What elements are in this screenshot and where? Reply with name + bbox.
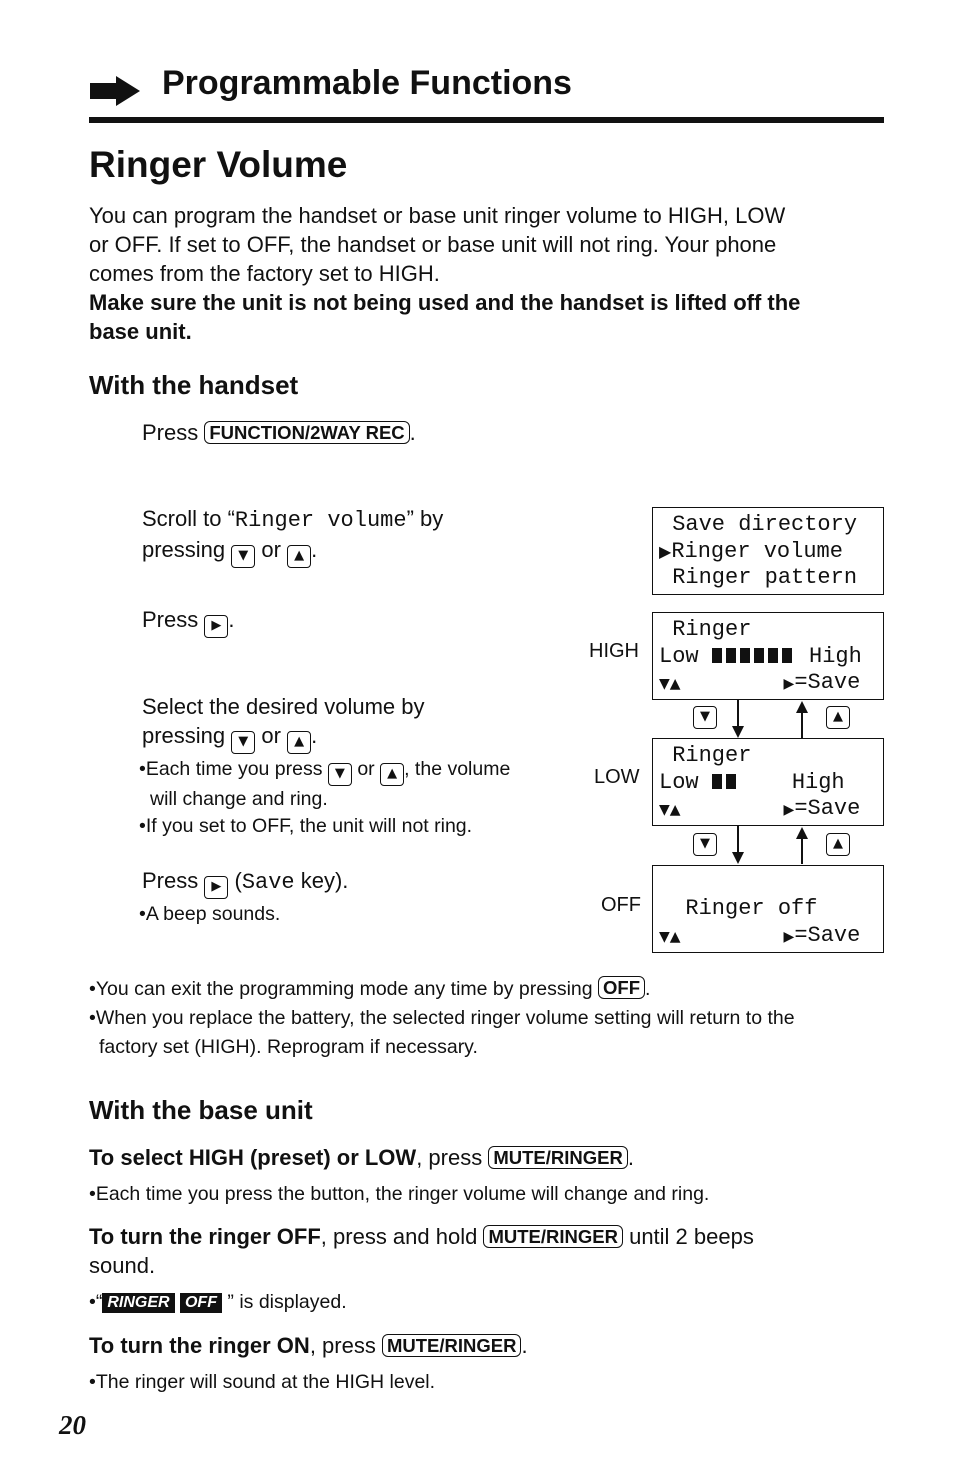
step-press-save: Press ▶ (Save key). bbox=[142, 866, 348, 899]
right-key-icon: ▶ bbox=[204, 876, 228, 899]
beep-note: •A beep sounds. bbox=[139, 903, 281, 925]
up-key-icon: ▲ bbox=[826, 706, 850, 729]
right-arrow-icon: ▶ bbox=[783, 802, 795, 818]
base-select: To select HIGH (preset) or LOW, press MUTE/RINGER . bbox=[89, 1145, 634, 1170]
base-select-note: •Each time you press the button, the ringer volume will change and ring. bbox=[89, 1183, 710, 1205]
step-select-volume: Select the desired volume by pressing ▼ or ▲ . bbox=[142, 692, 425, 754]
function-key: FUNCTION/2WAY REC bbox=[204, 421, 409, 444]
down-key-icon: ▼ bbox=[231, 731, 255, 754]
down-key-icon: ▼ bbox=[693, 706, 717, 729]
up-key-icon: ▲ bbox=[826, 833, 850, 856]
step-press-function: Press FUNCTION/2WAY REC . bbox=[142, 420, 416, 445]
label-off: OFF bbox=[601, 894, 641, 916]
display-low: Ringer Low High ▼▲ ▶=Save bbox=[652, 738, 884, 826]
base-on: To turn the ringer ON, press MUTE/RINGER . bbox=[89, 1333, 528, 1358]
off-indicator: OFF bbox=[180, 1293, 222, 1313]
base-display-note: •“ RINGER OFF ” is displayed. bbox=[89, 1291, 347, 1313]
right-arrow-icon: ▶ bbox=[783, 676, 795, 692]
handset-heading: With the handset bbox=[89, 370, 299, 400]
base-off: To turn the ringer OFF, press and hold MUTE/RINGER until 2 beeps sound. bbox=[89, 1224, 754, 1278]
mute-ringer-key: MUTE/RINGER bbox=[483, 1225, 623, 1248]
page-number: 20 bbox=[59, 1410, 86, 1440]
nav-arrows-icon: ▼▲ bbox=[659, 928, 681, 945]
volume-notes: •Each time you press ▼ or ▲ , the volume will change and ring. •If you set to OFF, the unit will not ring. bbox=[139, 758, 511, 837]
display-high: Ringer Low High ▼▲ ▶=Save bbox=[652, 612, 884, 700]
section-arrow-icon bbox=[90, 76, 140, 111]
cursor-icon: ▶ bbox=[659, 541, 672, 561]
down-key-icon: ▼ bbox=[328, 763, 352, 786]
flow-arrows-icon bbox=[725, 700, 815, 740]
volume-bars-icon bbox=[712, 770, 740, 795]
header-rule bbox=[89, 117, 884, 123]
general-notes: •You can exit the programming mode any time by pressing OFF . •When you replace the battery, the selected ringer volume setting will return to the factory set (HIGH). Reprogram if necessary. bbox=[89, 977, 795, 1058]
page-title: Ringer Volume bbox=[89, 144, 348, 185]
step-scroll: Scroll to “Ringer volume” by pressing ▼ or ▲ . bbox=[142, 504, 443, 568]
base-on-note: •The ringer will sound at the HIGH level. bbox=[89, 1371, 436, 1393]
display-menu: Save directory ▶Ringer volume Ringer pattern bbox=[652, 507, 884, 595]
label-high: HIGH bbox=[589, 640, 639, 662]
intro-text: You can program the handset or base unit ringer volume to HIGH, LOW or OFF. If set to OFF, the handset or base unit will not ring. Your phone comes from the factory set to HIGH. Make sure the unit is not being used and the handset is lifted off the base unit. bbox=[89, 203, 801, 344]
nav-arrows-icon: ▼▲ bbox=[659, 802, 681, 818]
flow-arrows-icon bbox=[725, 826, 815, 866]
section-title: Programmable Functions bbox=[162, 64, 572, 102]
volume-bars-icon bbox=[712, 644, 796, 669]
up-key-icon: ▲ bbox=[287, 545, 311, 568]
down-key-icon: ▼ bbox=[693, 833, 717, 856]
down-key-icon: ▼ bbox=[231, 545, 255, 568]
ringer-indicator: RINGER bbox=[102, 1293, 174, 1313]
off-key: OFF bbox=[598, 976, 645, 999]
base-heading: With the base unit bbox=[89, 1095, 313, 1125]
display-off: Ringer off ▼▲ ▶=Save bbox=[652, 865, 884, 953]
up-key-icon: ▲ bbox=[380, 763, 404, 786]
right-arrow-icon: ▶ bbox=[783, 928, 795, 945]
label-low: LOW bbox=[594, 766, 640, 788]
step-press-right: Press ▶ . bbox=[142, 605, 234, 638]
mute-ringer-key: MUTE/RINGER bbox=[488, 1146, 628, 1169]
mute-ringer-key: MUTE/RINGER bbox=[382, 1334, 522, 1357]
up-key-icon: ▲ bbox=[287, 731, 311, 754]
right-key-icon: ▶ bbox=[204, 615, 228, 638]
nav-arrows-icon: ▼▲ bbox=[659, 676, 681, 692]
